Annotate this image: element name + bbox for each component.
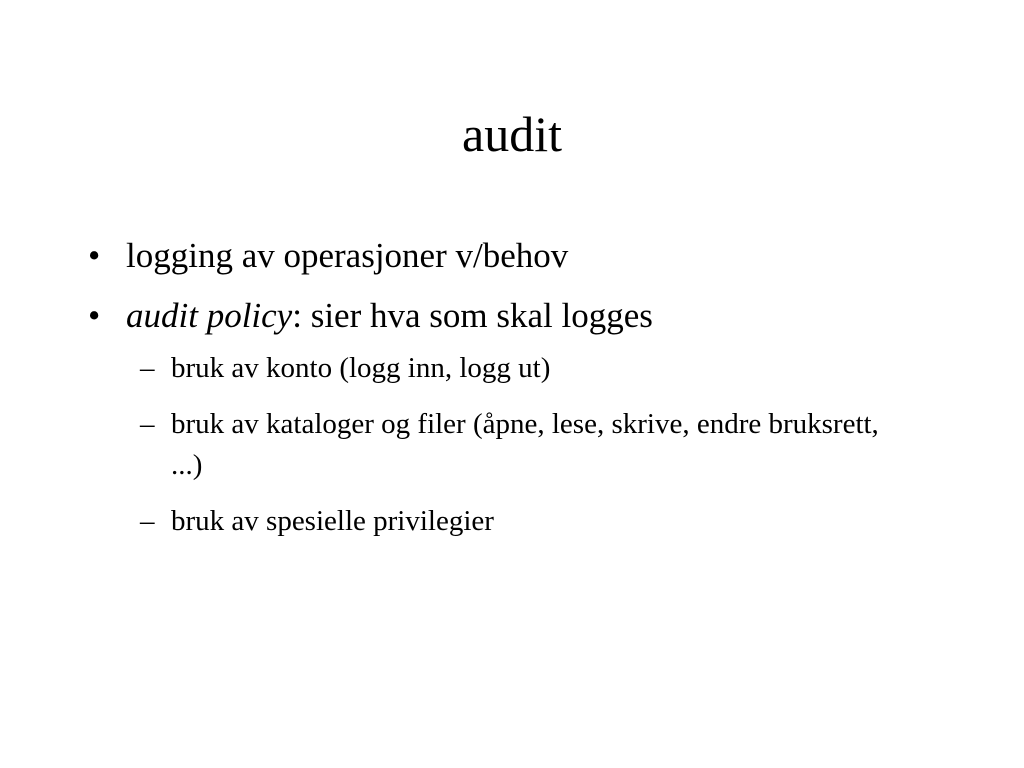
sub-bullet-marker: – <box>140 352 155 384</box>
bullet-marker: • <box>88 236 101 275</box>
bullet-item <box>0 232 1024 280</box>
bullet-italic-term: audit policy <box>126 296 293 335</box>
sub-bullet-list <box>0 348 1024 542</box>
bullet-item <box>0 292 1024 340</box>
sub-bullet-marker: – <box>140 505 155 537</box>
sub-bullet-item <box>0 404 911 486</box>
sub-bullet-item <box>0 501 911 542</box>
slide-body <box>0 232 1024 557</box>
sub-bullet-item <box>0 348 911 389</box>
slide-title: audit <box>462 106 562 162</box>
bullet-text: logging av operasjoner v/behov <box>126 236 569 275</box>
bullet-marker: • <box>88 296 101 335</box>
sub-bullet-marker: – <box>140 408 155 440</box>
sub-bullet-text: bruk av spesielle privilegier <box>171 505 494 537</box>
bullet-text: : sier hva som skal logges <box>292 296 653 335</box>
sub-bullet-text: bruk av kataloger og filer (åpne, lese, skrive, endre bruksrett, ...) <box>171 408 879 481</box>
sub-bullet-text: bruk av konto (logg inn, logg ut) <box>171 352 551 384</box>
